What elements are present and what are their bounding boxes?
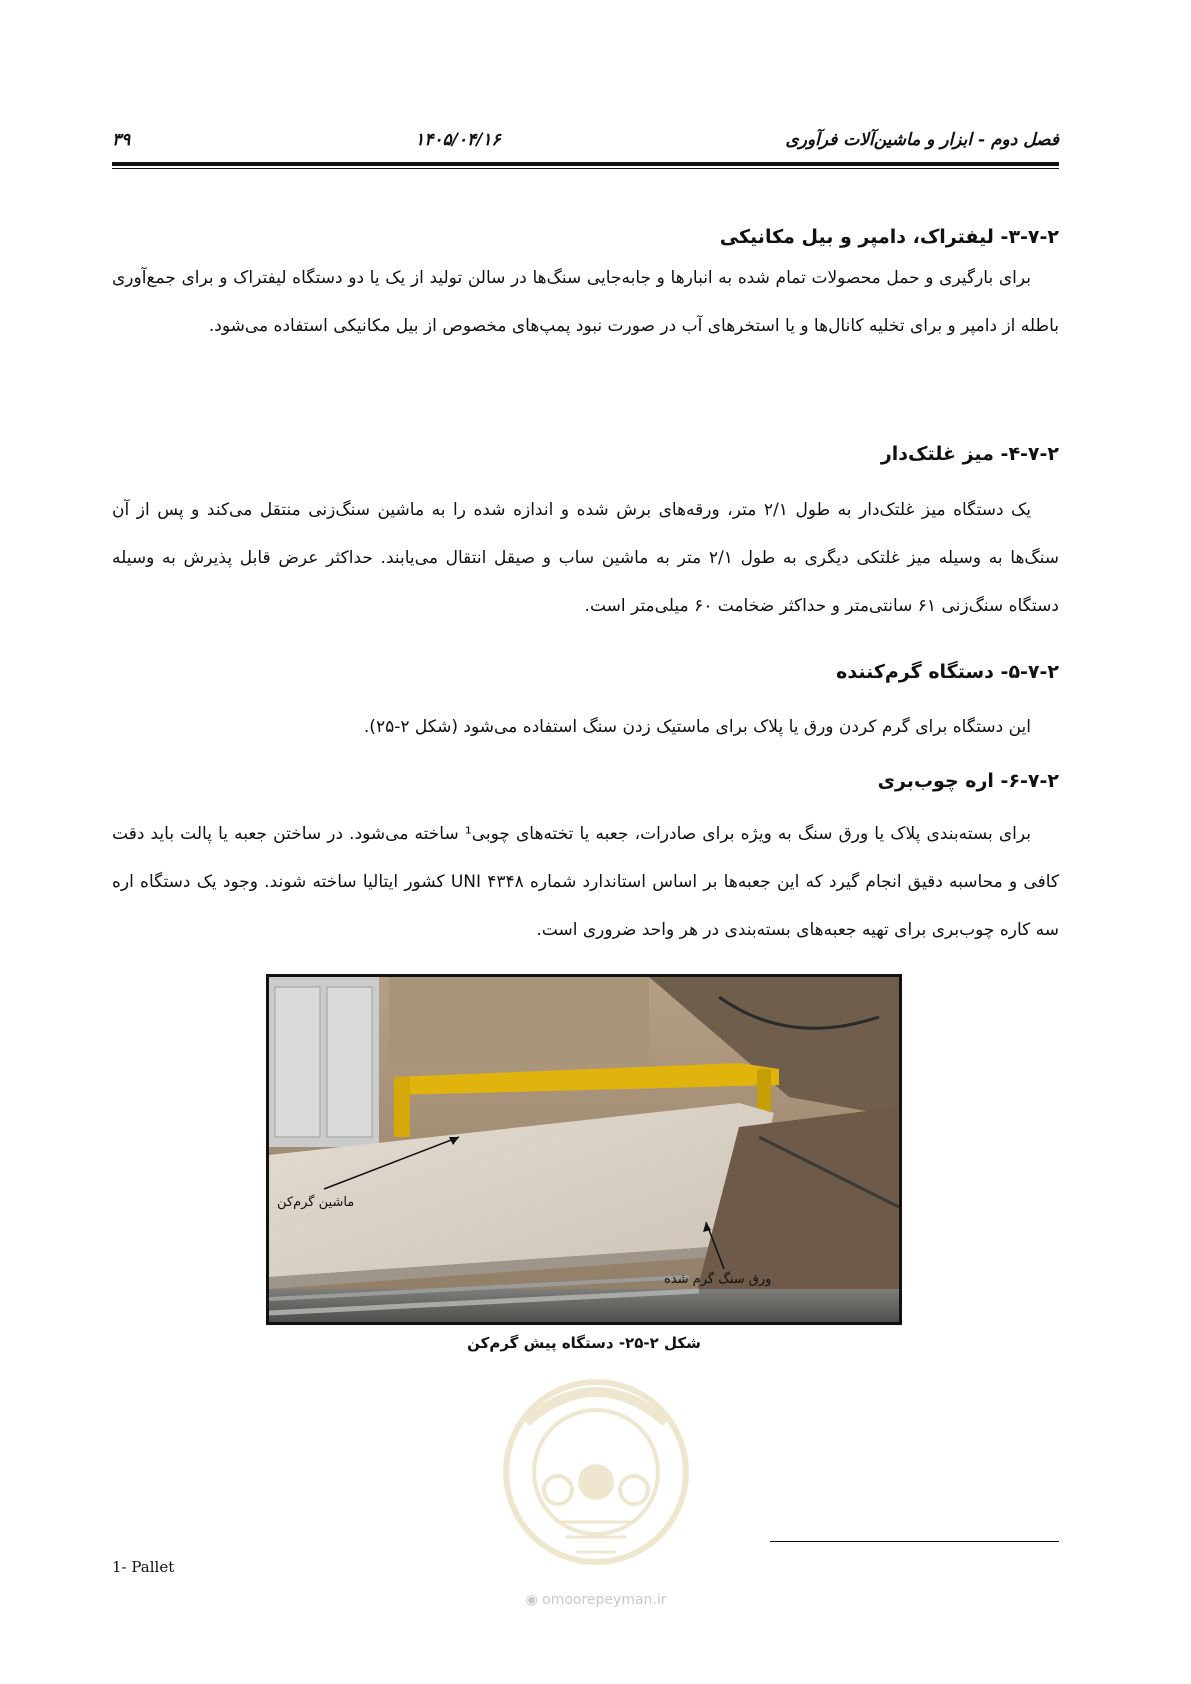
section-heading-roller-table: ۴-۷-۲- میز غلتک‌دار: [880, 443, 1059, 465]
section-paragraph-heater: این دستگاه برای گرم کردن ورق یا پلاک برای ماستیک زدن سنگ استفاده می‌شود (شکل ۲-۲۵).: [363, 717, 1031, 737]
page-number: ۳۹: [112, 130, 131, 150]
header-rule-thick: [112, 162, 1059, 166]
section-heading-heater: ۵-۷-۲- دستگاه گرم‌کننده: [836, 661, 1059, 683]
figure-photo: [266, 974, 902, 1325]
figure-caption: شکل ۲-۲۵- دستگاه پیش گرم‌کن: [467, 1334, 701, 1352]
footnote: 1- Pallet: [112, 1558, 175, 1576]
label-heater-machine: ماشین گرم‌کن: [277, 1195, 355, 1210]
section-paragraph-loaders: برای بارگیری و حمل محصولات تمام شده به انبارها و جابه‌جایی سنگ‌ها در سالن تولید از یک یا دو دستگاه لیفتراک و برای جمع‌آوری باطله از دامپر و برای تخلیه کانال‌ها و یا استخرهای آب در صورت نبود پمپ‌های مخصوص از بیل مکانیکی استفاده می‌شود.: [112, 268, 1059, 336]
section-paragraph-roller-table: یک دستگاه میز غلتک‌دار به طول ۲/۱ متر، ورقه‌های برش شده و اندازه شده را به ماشین سنگ‌زنی منتقل می‌کند و پس از آن سنگ‌ها به وسیله میز غلتکی دیگری به طول ۲/۱ متر به ماشین ساب و صیقل انتقال می‌یابند. حداکثر عرض قابل پذیرش به وسیله دستگاه سنگ‌زنی ۶۱ سانتی‌متر و حداکثر ضخامت ۶۰ میلی‌متر است.: [112, 500, 1060, 616]
figure-illustration: [269, 977, 899, 1322]
header-rule-thin: [112, 168, 1059, 169]
watermark-url: omoorepeyman.ir: [542, 1592, 667, 1608]
label-heated-sheet: ورق سنگ گرم شده: [664, 1272, 772, 1287]
chapter-title: فصل دوم - ابزار و ماشین‌آلات فرآوری: [785, 130, 1059, 150]
header-date: ۱۴۰۵/۰۴/۱۶: [415, 130, 501, 150]
watermark-logo: [496, 1362, 696, 1572]
footnote-rule: [770, 1541, 1059, 1542]
section-heading-loaders: ۳-۷-۲- لیفتراک، دامپر و بیل مکانیکی: [719, 226, 1059, 248]
section-heading-wood-saw: ۶-۷-۲- اره چوب‌بری: [877, 770, 1059, 792]
page-header: [112, 126, 1059, 154]
watermark-globe-icon: ◉: [525, 1592, 538, 1608]
watermark-text: [480, 1592, 712, 1608]
section-paragraph-wood-saw: برای بسته‌بندی پلاک یا ورق سنگ به ویژه برای صادرات، جعبه یا تخته‌های چوبی¹ ساخته می‌شود. در ساختن جعبه یا پالت باید دقت کافی و محاسبه دقیق انجام گیرد که این جعبه‌ها بر اساس استاندارد شماره UNI ۴۳۴۸ کشور ایتالیا ساخته شوند. وجود یک دستگاه اره سه کاره چوب‌بری برای تهیه جعبه‌های بسته‌بندی در هر واحد ضروری است.: [112, 824, 1059, 940]
